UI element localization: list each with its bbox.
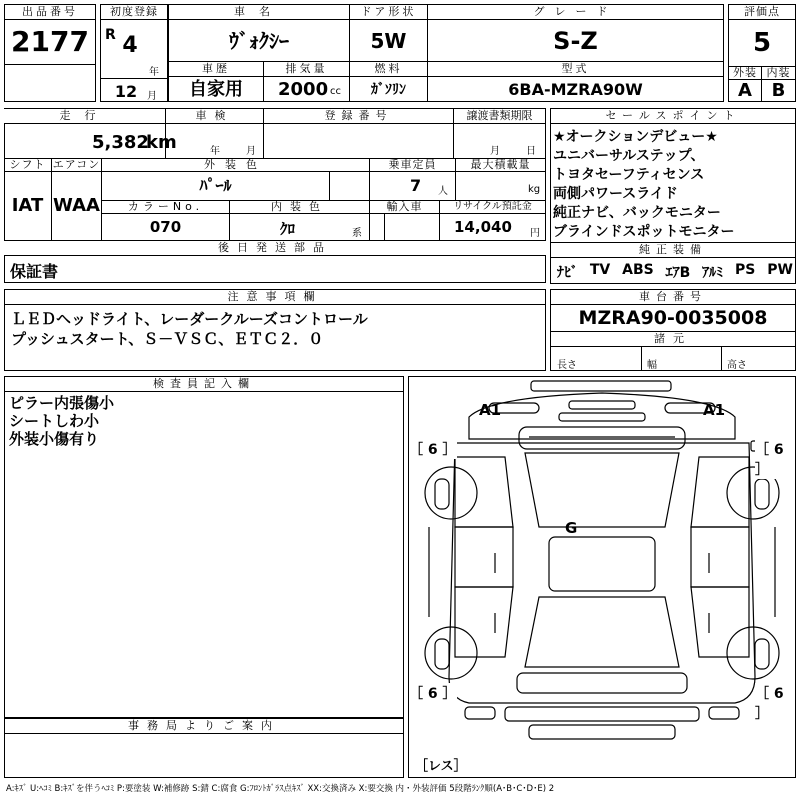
max-load-label: 最大積載量	[456, 159, 545, 172]
fuel-box	[349, 61, 428, 102]
width-label: 幅	[647, 360, 657, 371]
first-registration-box	[100, 4, 168, 102]
sales-point-lines	[551, 124, 795, 242]
shift: IAT	[4, 172, 52, 240]
tire-depth-front-left: ［ 6 ］	[409, 439, 457, 459]
recycle-unit: 円	[530, 228, 540, 239]
int-color-label: 内装色	[230, 201, 370, 214]
equipment-item: PS	[735, 262, 756, 278]
recycle-value: 14,040	[454, 218, 512, 236]
inspection-label: 車検	[166, 109, 264, 124]
capacity-value: 7	[410, 176, 422, 195]
model-code-box	[427, 61, 724, 102]
sales-line: 純正ナビ、バックモニター	[553, 205, 721, 221]
ac-label: エアコン	[52, 158, 101, 171]
damage-mark-a1-left: A1	[479, 401, 502, 419]
int-color-value: ｸﾛ	[280, 220, 296, 238]
displacement: 2000	[278, 79, 329, 100]
transfer-month-unit: 月	[490, 146, 500, 157]
displacement-box	[263, 61, 350, 102]
inspector-line: シートしわ小	[9, 412, 100, 430]
height-label: 高さ	[727, 360, 747, 371]
lot-box	[4, 4, 96, 102]
equipment-item: ABS	[622, 262, 654, 278]
recycle	[440, 214, 545, 240]
import	[370, 214, 440, 240]
score: 5	[729, 20, 795, 67]
car-name-label: 車名	[169, 5, 349, 20]
recycle-label: リサイクル預託金	[440, 201, 545, 214]
interior-grade: B	[771, 80, 786, 101]
notes-lines	[5, 305, 545, 349]
plate-label: 登録番号	[264, 109, 454, 124]
sales-line: トヨタセーフティセンス	[553, 167, 705, 183]
color-no: 070	[102, 214, 230, 240]
color-no-label: カラーNo.	[102, 201, 230, 214]
ext-color-label: 外装色	[102, 159, 370, 172]
sales-line: ★オークションデビュー★	[553, 129, 718, 145]
later-parts-label: 後日発送部品	[4, 241, 546, 256]
fuel-label: 燃料	[350, 62, 427, 77]
year-unit: 年	[149, 67, 159, 78]
legend: A:ｷｽﾞ U:ﾍｺﾐ B:ｷｽﾞを伴うﾍｺﾐ P:要塗装 W:補修跡 S:錆 C:腐食 G:ﾌﾛﾝﾄｶﾞﾗｽ点ｷｽﾞ XX:交換済み X:要交換 内・外装評価 5段階ﾗﾝｸ順(A･B･C･D･E) 2	[6, 784, 555, 794]
inspector-lines	[5, 392, 403, 448]
exterior-label: 外装	[729, 67, 762, 80]
damage-mark-g: G	[565, 519, 578, 537]
office-label: 事務局よりご案内	[5, 719, 403, 734]
history-label	[169, 62, 263, 77]
history-label-text: 車歴	[202, 62, 230, 75]
mileage	[4, 124, 177, 158]
car-name: ｳﾞｫｸｼｰ	[229, 29, 289, 53]
fuel: ｶﾞｿﾘﾝ	[371, 82, 406, 98]
capacity-unit: 人	[438, 186, 448, 197]
displacement-unit: cc	[330, 86, 341, 97]
grade: S-Z	[553, 27, 598, 55]
sales-line: ユニバーサルステップ、	[553, 148, 705, 164]
transfer	[454, 124, 545, 158]
max-load	[456, 172, 545, 200]
tire-depth-rear-left: ［ 6 ］	[409, 683, 457, 703]
sales-line: ブラインドスポットモニター	[553, 224, 735, 240]
transfer-label: 譲渡書類期限	[454, 109, 545, 124]
import-label: 輸入車	[370, 201, 440, 214]
month-unit: 月	[147, 91, 157, 102]
later-parts: 保証書	[10, 262, 59, 281]
score-label: 評価点	[729, 5, 795, 20]
capacity	[370, 172, 456, 200]
displacement-label: 排気量	[264, 62, 349, 77]
first-registration-label: 初度登録	[101, 5, 167, 20]
plate	[264, 124, 454, 158]
sales-line: 両側パワースライド	[553, 186, 678, 202]
equipment-item: ﾅﾋﾞ	[557, 265, 578, 281]
car-name-box	[168, 4, 350, 62]
int-color	[230, 214, 370, 240]
score-box	[728, 4, 796, 102]
car-diagram-box	[408, 376, 796, 778]
door-box	[349, 4, 428, 62]
history-box	[168, 61, 264, 102]
shift-label: シフト	[4, 159, 52, 172]
equipment-item: ｱﾙﾐ	[702, 265, 724, 281]
mileage-value: 5,382	[92, 132, 149, 153]
spare-tire-mark: ［レス］	[415, 755, 467, 774]
transfer-day-unit: 日	[526, 146, 536, 157]
capacity-label: 乗車定員	[370, 159, 456, 172]
tire-depth-front-right: ［ 6 ］	[755, 439, 795, 479]
notes-line: プッシュスタート、Ｓ－ＶＳＣ、ＥＴＣ２．０	[11, 330, 324, 348]
max-load-unit: kg	[528, 184, 541, 195]
exterior-grade: A	[729, 80, 762, 101]
sales-point-label: セールスポイント	[551, 109, 795, 124]
history: 自家用	[189, 79, 243, 100]
office-box	[4, 718, 404, 778]
ext-color: ﾊﾟｰﾙ	[102, 172, 330, 200]
month: 12	[114, 82, 138, 101]
grade-box	[427, 4, 724, 62]
door: 5W	[370, 29, 407, 53]
inspector-line: 外装小傷有り	[9, 430, 100, 448]
chassis-number: MZRA90-0035008	[551, 305, 795, 332]
equipment-label: 純正装備	[551, 242, 795, 258]
inspection-year-unit: 年	[210, 146, 220, 157]
car-diagram	[409, 377, 795, 777]
interior-label: 内装	[762, 67, 795, 80]
notes-line: ＬＥＤヘッドライト、レーダークルーズコントロール	[11, 310, 368, 328]
ac: WAA	[52, 172, 102, 240]
model-code: 6BA-MZRA90W	[508, 80, 643, 99]
length-label: 長さ	[557, 360, 577, 371]
equipment-item: ｴｱB	[665, 265, 691, 281]
equipment-list	[557, 262, 793, 282]
inspection-month-unit: 月	[246, 146, 256, 157]
equipment-item: PW	[767, 262, 793, 278]
notes-box	[4, 289, 546, 371]
door-label: ドア形状	[350, 5, 427, 20]
equipment-item: TV	[589, 262, 611, 278]
inspection	[166, 124, 264, 158]
lot-number: 2177	[5, 20, 95, 65]
chassis-label: 車台番号	[551, 290, 795, 305]
damage-mark-a1-right: A1	[703, 401, 726, 419]
inspector-box	[4, 376, 404, 718]
notes-label: 注意事項欄	[5, 290, 545, 305]
year: 4	[122, 33, 138, 58]
tire-depth-rear-right: ［ 6 ］	[755, 683, 795, 723]
lot-label: 出品番号	[5, 5, 95, 20]
model-code-label: 型式	[428, 62, 723, 77]
chassis-box	[550, 289, 796, 371]
inspector-label: 検査員記入欄	[5, 377, 403, 392]
specs-label: 諸元	[551, 332, 795, 347]
sales-point-box	[550, 108, 796, 284]
mileage-label: 走行	[4, 109, 166, 124]
era: R	[105, 27, 116, 43]
int-color-unit: 系	[352, 228, 362, 239]
mileage-unit: km	[146, 132, 177, 153]
inspector-line: ピラー内張傷小	[9, 394, 115, 412]
grade-label: グレード	[428, 5, 723, 20]
